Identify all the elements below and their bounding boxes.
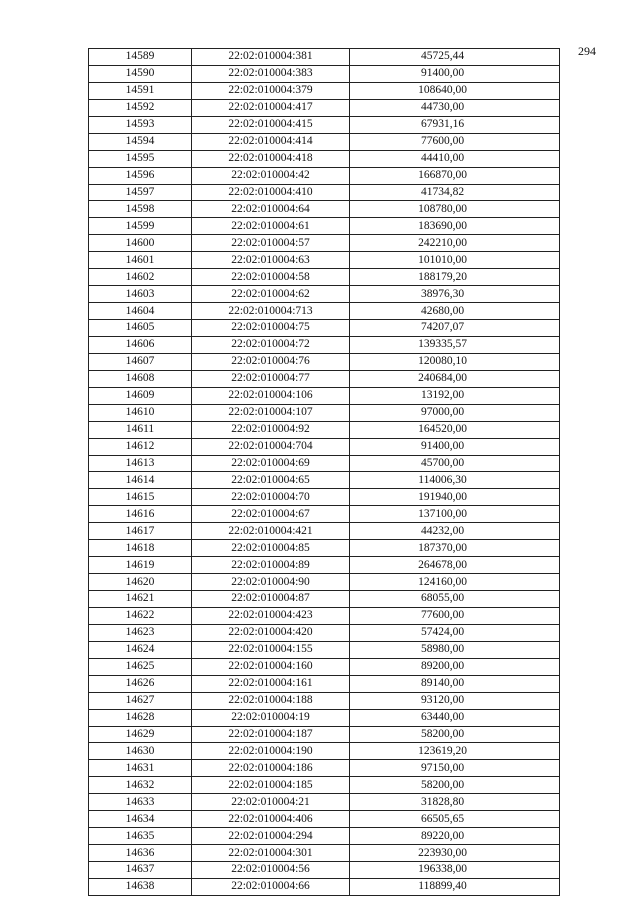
table-row [89,489,560,506]
row-number-cell: 14608 [89,370,192,387]
row-number-cell: 14596 [89,167,192,184]
value-cell: 44730,00 [350,99,560,116]
table-row [89,726,560,743]
cadastral-number-cell: 22:02:010004:186 [192,760,350,777]
cadastral-number-cell: 22:02:010004:421 [192,523,350,540]
cadastral-number-cell: 22:02:010004:56 [192,862,350,879]
table-body [89,49,560,896]
table-row [89,862,560,879]
row-number-cell: 14631 [89,760,192,777]
value-cell: 31828,80 [350,794,560,811]
cadastral-number-cell: 22:02:010004:67 [192,506,350,523]
cadastral-number-cell: 22:02:010004:420 [192,624,350,641]
row-number-cell: 14590 [89,65,192,82]
row-number-cell: 14612 [89,438,192,455]
value-cell: 242210,00 [350,235,560,252]
value-cell: 164520,00 [350,421,560,438]
table-row [89,557,560,574]
row-number-cell: 14616 [89,506,192,523]
row-number-cell: 14591 [89,82,192,99]
value-cell: 93120,00 [350,692,560,709]
table-row [89,387,560,404]
value-cell: 108780,00 [350,201,560,218]
table-row [89,811,560,828]
row-number-cell: 14635 [89,828,192,845]
cadastral-value-table [88,48,560,896]
value-cell: 118899,40 [350,878,560,895]
value-cell: 264678,00 [350,557,560,574]
row-number-cell: 14634 [89,811,192,828]
value-cell: 44232,00 [350,523,560,540]
row-number-cell: 14605 [89,320,192,337]
value-cell: 123619,20 [350,743,560,760]
value-cell: 13192,00 [350,387,560,404]
value-cell: 63440,00 [350,709,560,726]
cadastral-number-cell: 22:02:010004:66 [192,878,350,895]
table-row [89,218,560,235]
table-row [89,150,560,167]
value-cell: 58200,00 [350,777,560,794]
value-cell: 89220,00 [350,828,560,845]
cadastral-number-cell: 22:02:010004:415 [192,116,350,133]
cadastral-number-cell: 22:02:010004:423 [192,607,350,624]
row-number-cell: 14609 [89,387,192,404]
row-number-cell: 14613 [89,455,192,472]
cadastral-number-cell: 22:02:010004:64 [192,201,350,218]
value-cell: 91400,00 [350,65,560,82]
row-number-cell: 14632 [89,777,192,794]
cadastral-number-cell: 22:02:010004:704 [192,438,350,455]
cadastral-number-cell: 22:02:010004:62 [192,286,350,303]
table-row [89,184,560,201]
row-number-cell: 14597 [89,184,192,201]
row-number-cell: 14622 [89,607,192,624]
row-number-cell: 14602 [89,269,192,286]
table-row [89,658,560,675]
cadastral-number-cell: 22:02:010004:188 [192,692,350,709]
row-number-cell: 14638 [89,878,192,895]
row-number-cell: 14633 [89,794,192,811]
table-row [89,641,560,658]
table-row [89,320,560,337]
value-cell: 68055,00 [350,591,560,608]
cadastral-number-cell: 22:02:010004:77 [192,370,350,387]
cadastral-number-cell: 22:02:010004:69 [192,455,350,472]
table-row [89,235,560,252]
cadastral-number-cell: 22:02:010004:161 [192,675,350,692]
table-row [89,777,560,794]
table-row [89,269,560,286]
table-row [89,675,560,692]
cadastral-number-cell: 22:02:010004:42 [192,167,350,184]
cadastral-number-cell: 22:02:010004:418 [192,150,350,167]
table-row [89,49,560,66]
value-cell: 41734,82 [350,184,560,201]
value-cell: 57424,00 [350,624,560,641]
row-number-cell: 14607 [89,353,192,370]
table-row [89,743,560,760]
cadastral-number-cell: 22:02:010004:89 [192,557,350,574]
value-cell: 77600,00 [350,607,560,624]
table-row [89,506,560,523]
value-cell: 108640,00 [350,82,560,99]
value-cell: 44410,00 [350,150,560,167]
table-row [89,760,560,777]
row-number-cell: 14627 [89,692,192,709]
value-cell: 97000,00 [350,404,560,421]
table-row [89,438,560,455]
row-number-cell: 14606 [89,336,192,353]
value-cell: 137100,00 [350,506,560,523]
table-row [89,709,560,726]
value-cell: 120080,10 [350,353,560,370]
value-cell: 188179,20 [350,269,560,286]
row-number-cell: 14610 [89,404,192,421]
row-number-cell: 14623 [89,624,192,641]
cadastral-number-cell: 22:02:010004:190 [192,743,350,760]
cadastral-number-cell: 22:02:010004:63 [192,252,350,269]
table-row [89,421,560,438]
row-number-cell: 14614 [89,472,192,489]
table-row [89,591,560,608]
value-cell: 77600,00 [350,133,560,150]
value-cell: 183690,00 [350,218,560,235]
value-cell: 45725,44 [350,49,560,66]
row-number-cell: 14620 [89,574,192,591]
table-row [89,99,560,116]
cadastral-number-cell: 22:02:010004:92 [192,421,350,438]
row-number-cell: 14594 [89,133,192,150]
row-number-cell: 14600 [89,235,192,252]
value-cell: 187370,00 [350,540,560,557]
value-cell: 114006,30 [350,472,560,489]
table-row [89,523,560,540]
table-row [89,133,560,150]
value-cell: 97150,00 [350,760,560,777]
cadastral-number-cell: 22:02:010004:301 [192,845,350,862]
table-row [89,201,560,218]
row-number-cell: 14628 [89,709,192,726]
value-cell: 66505,65 [350,811,560,828]
row-number-cell: 14592 [89,99,192,116]
cadastral-number-cell: 22:02:010004:58 [192,269,350,286]
value-cell: 166870,00 [350,167,560,184]
value-cell: 89200,00 [350,658,560,675]
row-number-cell: 14626 [89,675,192,692]
cadastral-number-cell: 22:02:010004:85 [192,540,350,557]
value-cell: 74207,07 [350,320,560,337]
row-number-cell: 14603 [89,286,192,303]
cadastral-number-cell: 22:02:010004:417 [192,99,350,116]
cadastral-number-cell: 22:02:010004:160 [192,658,350,675]
value-cell: 240684,00 [350,370,560,387]
value-cell: 67931,16 [350,116,560,133]
cadastral-number-cell: 22:02:010004:379 [192,82,350,99]
table-row [89,845,560,862]
value-cell: 58200,00 [350,726,560,743]
value-cell: 191940,00 [350,489,560,506]
row-number-cell: 14630 [89,743,192,760]
row-number-cell: 14624 [89,641,192,658]
table-row [89,404,560,421]
table-row [89,878,560,895]
cadastral-number-cell: 22:02:010004:90 [192,574,350,591]
row-number-cell: 14599 [89,218,192,235]
cadastral-number-cell: 22:02:010004:70 [192,489,350,506]
cadastral-number-cell: 22:02:010004:414 [192,133,350,150]
value-cell: 196338,00 [350,862,560,879]
table-row [89,607,560,624]
cadastral-number-cell: 22:02:010004:72 [192,336,350,353]
cadastral-number-cell: 22:02:010004:61 [192,218,350,235]
row-number-cell: 14618 [89,540,192,557]
cadastral-number-cell: 22:02:010004:75 [192,320,350,337]
cadastral-number-cell: 22:02:010004:406 [192,811,350,828]
cadastral-number-cell: 22:02:010004:155 [192,641,350,658]
row-number-cell: 14629 [89,726,192,743]
row-number-cell: 14589 [89,49,192,66]
cadastral-number-cell: 22:02:010004:381 [192,49,350,66]
value-cell: 38976,30 [350,286,560,303]
cadastral-number-cell: 22:02:010004:76 [192,353,350,370]
row-number-cell: 14601 [89,252,192,269]
cadastral-number-cell: 22:02:010004:185 [192,777,350,794]
row-number-cell: 14611 [89,421,192,438]
table-row [89,65,560,82]
row-number-cell: 14625 [89,658,192,675]
value-cell: 223930,00 [350,845,560,862]
row-number-cell: 14598 [89,201,192,218]
value-cell: 58980,00 [350,641,560,658]
cadastral-number-cell: 22:02:010004:21 [192,794,350,811]
cadastral-number-cell: 22:02:010004:57 [192,235,350,252]
table-row [89,472,560,489]
table-row [89,624,560,641]
table-row [89,574,560,591]
row-number-cell: 14604 [89,303,192,320]
table-row [89,828,560,845]
value-cell: 101010,00 [350,252,560,269]
cadastral-number-cell: 22:02:010004:383 [192,65,350,82]
value-cell: 45700,00 [350,455,560,472]
row-number-cell: 14615 [89,489,192,506]
value-cell: 91400,00 [350,438,560,455]
table-row [89,303,560,320]
cadastral-number-cell: 22:02:010004:87 [192,591,350,608]
table-row [89,540,560,557]
table-row [89,336,560,353]
row-number-cell: 14637 [89,862,192,879]
row-number-cell: 14619 [89,557,192,574]
table-row [89,252,560,269]
row-number-cell: 14617 [89,523,192,540]
table-row [89,455,560,472]
row-number-cell: 14636 [89,845,192,862]
page-number: 294 [578,44,596,58]
value-cell: 42680,00 [350,303,560,320]
cadastral-number-cell: 22:02:010004:106 [192,387,350,404]
table-row [89,370,560,387]
value-cell: 124160,00 [350,574,560,591]
table-row [89,353,560,370]
cadastral-number-cell: 22:02:010004:294 [192,828,350,845]
row-number-cell: 14593 [89,116,192,133]
cadastral-number-cell: 22:02:010004:107 [192,404,350,421]
row-number-cell: 14621 [89,591,192,608]
value-cell: 139335,57 [350,336,560,353]
row-number-cell: 14595 [89,150,192,167]
table-row [89,167,560,184]
table-row [89,286,560,303]
cadastral-number-cell: 22:02:010004:410 [192,184,350,201]
table-row [89,82,560,99]
table-row [89,794,560,811]
table-row [89,692,560,709]
cadastral-number-cell: 22:02:010004:65 [192,472,350,489]
value-cell: 89140,00 [350,675,560,692]
table-row [89,116,560,133]
cadastral-number-cell: 22:02:010004:187 [192,726,350,743]
cadastral-number-cell: 22:02:010004:19 [192,709,350,726]
cadastral-number-cell: 22:02:010004:713 [192,303,350,320]
